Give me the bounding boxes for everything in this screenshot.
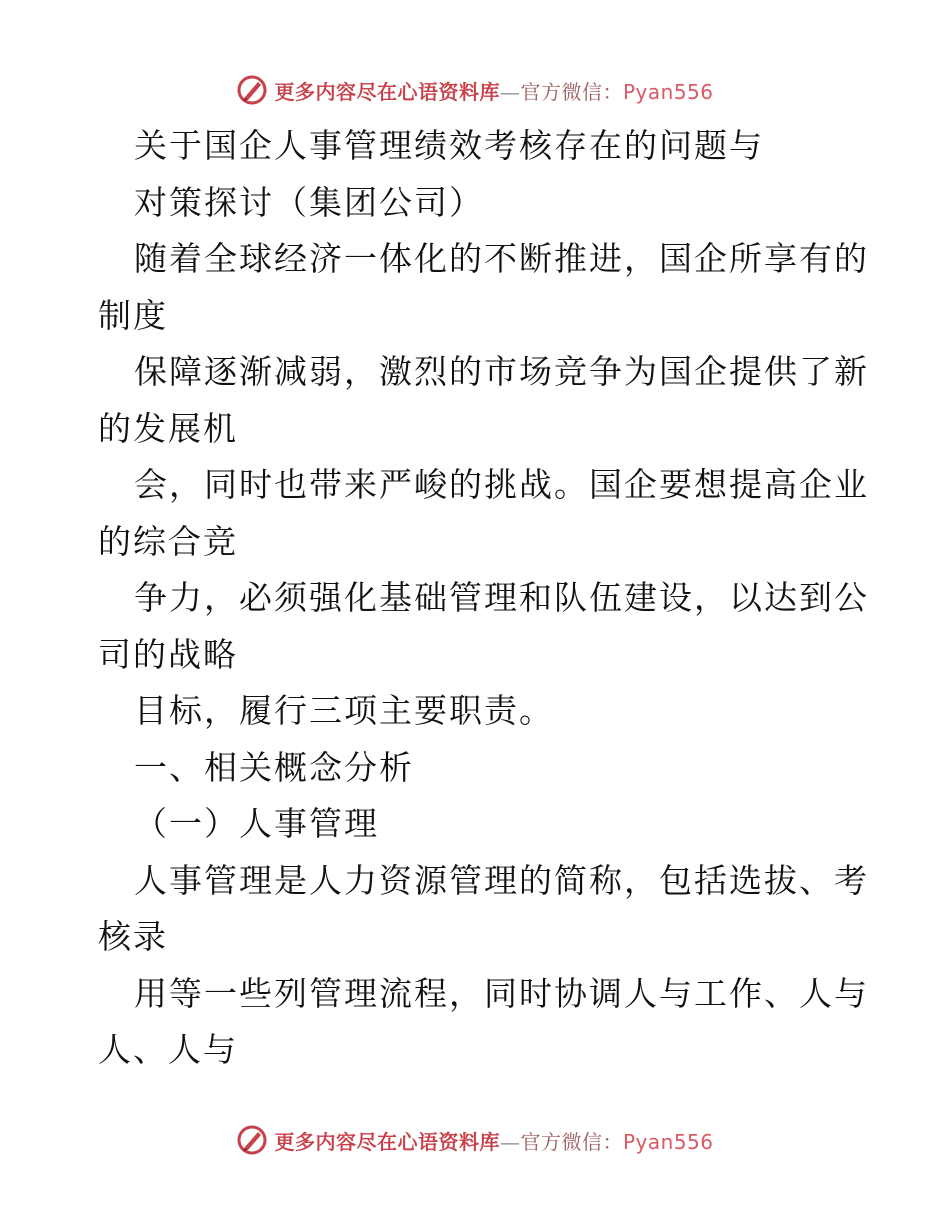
text-line: 司的战略 <box>98 634 238 674</box>
pen-logo-icon <box>236 74 268 106</box>
text-line: 目标，履行三项主要职责。 <box>134 691 554 730</box>
text-line: 制度 <box>98 295 168 335</box>
watermark-text: 更多内容尽在心语资料库—官方微信：Pyan556 <box>274 1129 714 1154</box>
header-watermark <box>0 72 950 108</box>
footer-watermark <box>0 1122 950 1158</box>
pen-logo-icon <box>236 1124 268 1156</box>
text-line: 随着全球经济一体化的不断推进，国企所享有的 <box>134 239 869 278</box>
document-body <box>98 118 869 1079</box>
text-line: 关于国企人事管理绩效考核存在的问题与 <box>134 126 764 165</box>
text-line: 保障逐渐减弱，激烈的市场竞争为国企提供了新 <box>134 352 869 391</box>
text-line: （一）人事管理 <box>134 804 379 843</box>
text-line: 用等一些列管理流程，同时协调人与工作、人与 <box>134 973 869 1013</box>
text-line: 人事管理是人力资源管理的简称，包括选拔、考 <box>134 860 869 900</box>
text-line: 核录 <box>98 917 168 956</box>
text-line: 的综合竞 <box>98 521 238 561</box>
text-line: 争力，必须强化基础管理和队伍建设，以达到公 <box>134 578 869 617</box>
text-line: 的发展机 <box>98 408 238 448</box>
text-line: 会，同时也带来严峻的挑战。国企要想提高企业 <box>134 465 869 504</box>
text-line: 对策探讨（集团公司） <box>134 182 484 222</box>
text-line: 一、相关概念分析 <box>134 747 414 787</box>
watermark-text: 更多内容尽在心语资料库—官方微信：Pyan556 <box>274 79 714 104</box>
text-line: 人、人与 <box>98 1030 238 1069</box>
